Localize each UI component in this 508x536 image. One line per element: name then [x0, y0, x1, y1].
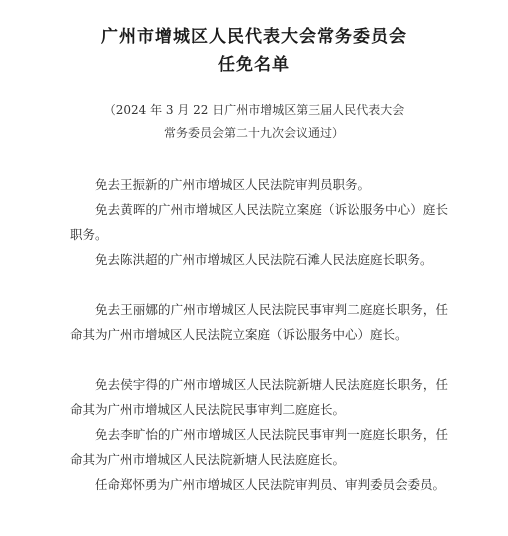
adoption-note-line1: （2024 年 3 月 22 日广州市增城区第三届人民代表大会 [103, 103, 405, 117]
appointment-item: 免去李旷怡的广州市增城区人民法院民事审判一庭庭长职务，任命其为广州市增城区人民法院新塘人民法庭庭长。 [70, 427, 448, 467]
appointment-item: 任命郑怀勇为广州市增城区人民法院审判员、审判委员会委员。 [95, 477, 446, 492]
document-title-line2: 任免名单 [218, 55, 290, 75]
document-title-line1: 广州市增城区人民代表大会常务委员会 [101, 27, 407, 47]
appointment-item: 免去侯宇得的广州市增城区人民法院新塘人民法庭庭长职务，任命其为广州市增城区人民法院民事审判二庭庭长。 [70, 377, 448, 417]
appointment-item: 免去陈洪超的广州市增城区人民法院石滩人民法庭庭长职务。 [95, 252, 433, 267]
appointment-item: 免去王振新的广州市增城区人民法院审判员职务。 [95, 177, 371, 192]
adoption-note-line2: 常务委员会第二十九次会议通过） [163, 126, 344, 140]
appointment-item: 免去黄晖的广州市增城区人民法院立案庭（诉讼服务中心）庭长职务。 [70, 202, 448, 242]
appointment-item: 免去王丽娜的广州市增城区人民法院民事审判二庭庭长职务，任命其为广州市增城区人民法院立案庭（诉讼服务中心）庭长。 [70, 302, 448, 342]
